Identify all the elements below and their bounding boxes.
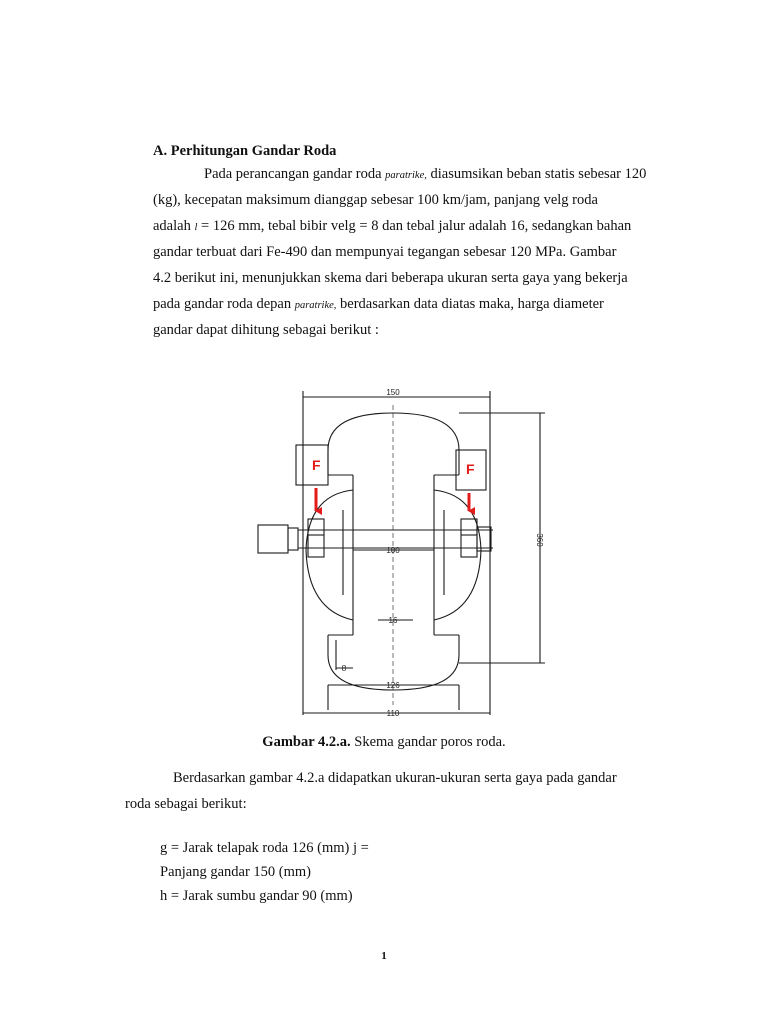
section-heading: A. Perhitungan Gandar Roda bbox=[153, 143, 337, 159]
intro-line-5: 4.2 berikut ini, menunjukkan skema dari beberapa ukuran serta gaya yang bekerja bbox=[153, 270, 628, 286]
intro-line-6: pada gandar roda depan paratrike, berdasarkan data diatas maka, harga diameter bbox=[153, 296, 604, 312]
intro-line-7: gandar dapat dihitung sebagai berikut : bbox=[153, 322, 379, 338]
wheel-left-arc bbox=[306, 490, 353, 620]
dim-rim-length-label: 126 bbox=[386, 681, 400, 690]
bearing-right bbox=[461, 519, 477, 557]
intro-line-3: adalah l = 126 mm, tebal bibir velg = 8 dan tebal jalur adalah 16, sedangkan bahan bbox=[153, 218, 632, 234]
dim-rim-lip-label: 8 bbox=[341, 664, 347, 673]
variable-list bbox=[160, 836, 369, 908]
dim-axle-label: 100 bbox=[386, 546, 400, 555]
force-label-right: F bbox=[466, 461, 475, 477]
wheel-right-arc bbox=[434, 490, 481, 620]
force-label-left: F bbox=[312, 457, 321, 473]
intro-line-1: Pada perancangan gandar roda paratrike, diasumsikan beban statis sebesar 120 bbox=[204, 166, 647, 182]
axle-schematic bbox=[253, 385, 553, 720]
intro-line-4: gandar terbuat dari Fe-490 dan mempunyai tegangan sebesar 120 MPa. Gambar bbox=[153, 244, 617, 260]
variable-line-2: Panjang gandar 150 (mm) bbox=[160, 864, 312, 880]
second-line-1: Berdasarkan gambar 4.2.a didapatkan ukuran-ukuran serta gaya pada gandar bbox=[173, 770, 617, 786]
second-paragraph bbox=[125, 765, 685, 817]
second-line-2: roda sebagai berikut: bbox=[125, 796, 247, 812]
variable-line-3: h = Jarak sumbu gandar 90 (mm) bbox=[160, 888, 353, 904]
intro-line-2: (kg), kecepatan maksimum dianggap sebesar 100 km/jam, panjang velg roda bbox=[153, 192, 598, 208]
hub-left bbox=[258, 525, 288, 553]
variable-line-1: g = Jarak telapak roda 126 (mm) j = bbox=[160, 840, 369, 856]
dim-top-label: 150 bbox=[386, 388, 400, 397]
dim-right-label: 360 bbox=[535, 533, 544, 547]
figure-caption: Gambar 4.2.a. Skema gandar poros roda. bbox=[262, 734, 506, 750]
intro-paragraph bbox=[153, 161, 673, 343]
tyre-top-outline bbox=[328, 413, 459, 475]
axle-schematic-figure bbox=[253, 385, 553, 720]
page-number: 1 bbox=[381, 950, 387, 962]
dim-track-label: 16 bbox=[388, 616, 398, 625]
dim-bottom-label: 110 bbox=[386, 709, 400, 718]
